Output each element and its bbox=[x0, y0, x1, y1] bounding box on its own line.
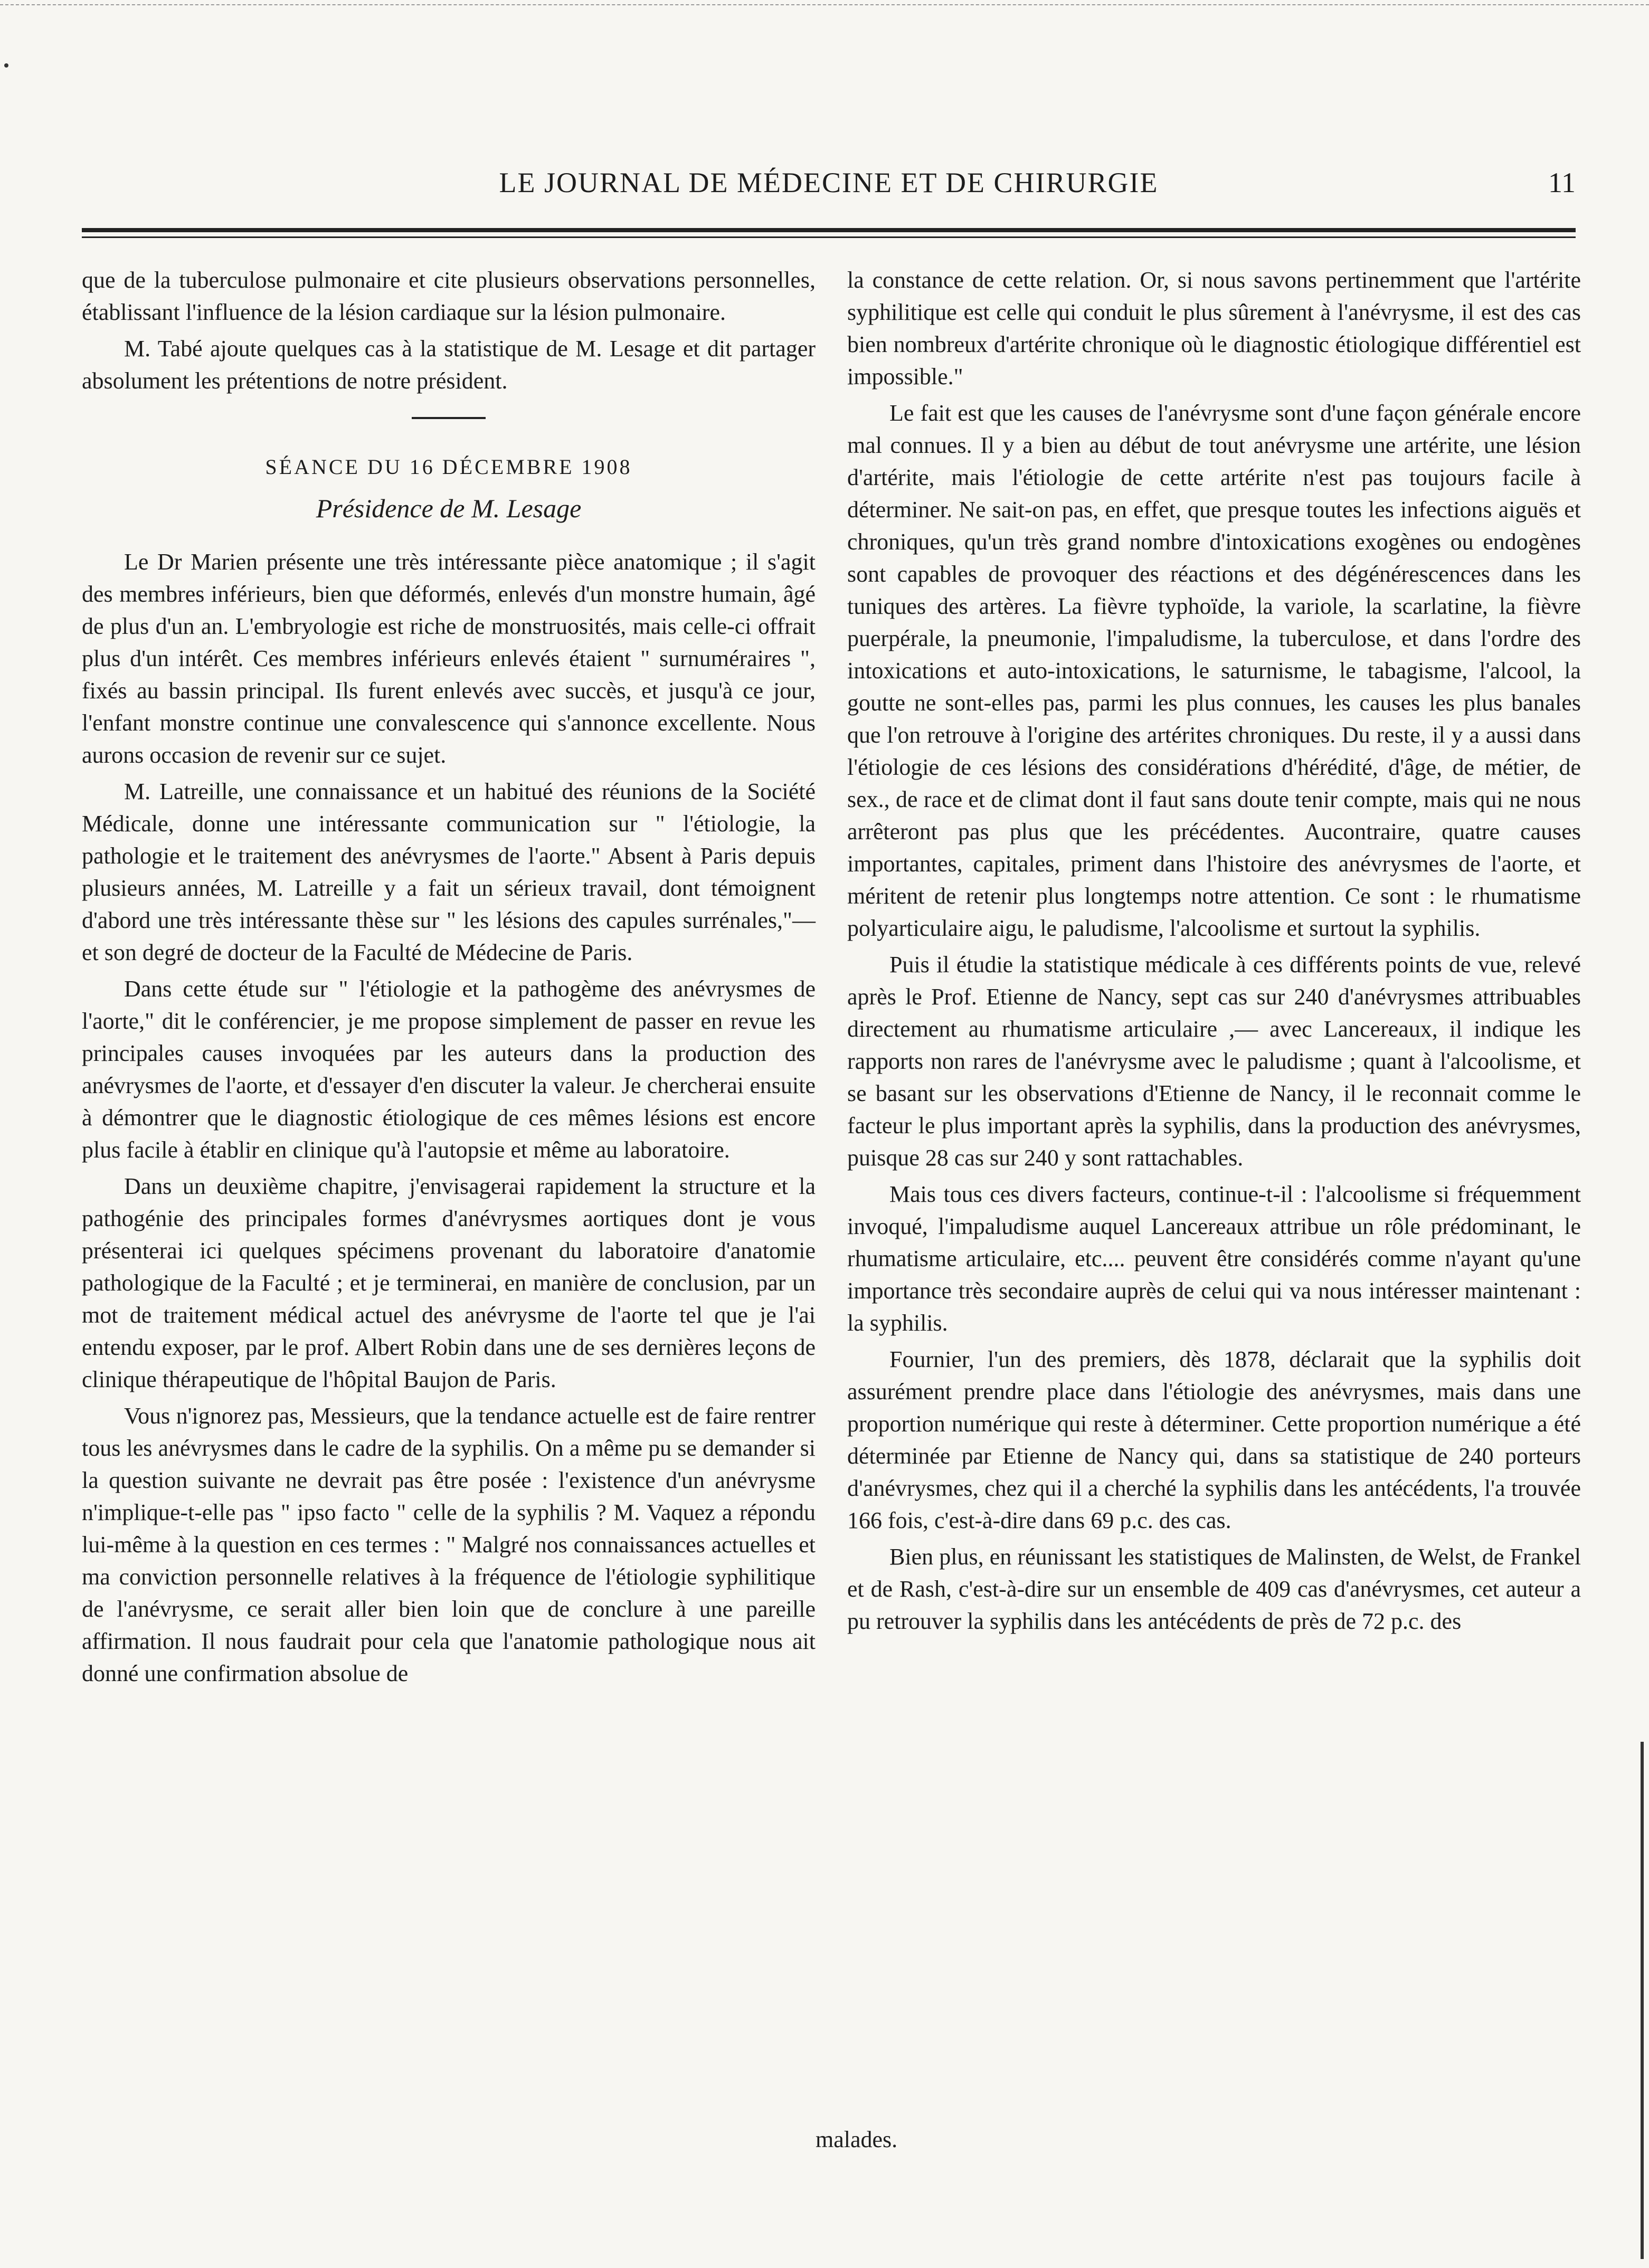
paragraph: M. Tabé ajoute quelques cas à la statistique de M. Lesage et dit partager absolument les prétentions de notre président. bbox=[82, 336, 816, 394]
paragraph: Le fait est que les causes de l'anévrysme sont d'une façon générale encore mal connues. Il y a bien au début de tout anévrysme une artérite, une lésion d'artérite, mais l'étiologie de cette artérite n'est pas toujours facile à déterminer. Ne sait-on pas, en effet, que presque toutes les infections aiguës et chroniques, qu'un très grand nombre d'intoxications exogènes ou endogènes sont capables de provoquer des réactions et des dégénérescences dans les tuniques des artères. La fièvre typhoïde, la variole, la scarlatine, la fièvre puerpérale, la pneumonie, l'impaludisme, la tuberculose, et dans l'ordre des intoxications et auto-intoxications, le saturnisme, le tabagisme, l'alcool, la goutte ne sont-elles pas, parmi les plus connues, les causes les plus banales que l'on retrouve à l'origine des artérites chroniques. Du reste, il y a aussi dans l'étiologie de ces lésions des considérations d'hérédité, d'âge, de métier, de sex., de race et de climat dont il faut sans doute tenir compte, mais qui ne nous arrêteront pas plus que les précédentes. Aucontraire, quatre causes importantes, capitales, priment dans l'histoire des anévrysmes de l'aorte, et méritent de retenir plus longtemps notre attention. Ce sont : le rhumatisme polyarticulaire aigu, le paludisme, l'alcoolisme et surtout la syphilis. bbox=[847, 400, 1581, 941]
left-column bbox=[82, 264, 816, 1694]
journal-title: LE JOURNAL DE MÉDECINE ET DE CHIRURGIE bbox=[499, 167, 1159, 198]
paragraph: Mais tous ces divers facteurs, continue-t-il : l'alcoolisme si fréquemment invoqué, l'impaludisme auquel Lancereaux attribue un rôle prédominant, le rhumatisme articulaire, etc.... peuvent être considérés comme n'ayant qu'une importance très secondaire auprès de celui qui va nous intéresser maintenant : la syphilis. bbox=[847, 1181, 1581, 1336]
header-rule-thick bbox=[82, 228, 1576, 232]
page-number: 11 bbox=[1548, 167, 1576, 198]
paragraph: Le Dr Marien présente une très intéressante pièce anatomique ; il s'agit des membres inférieurs, bien que déformés, enlevés d'un monstre humain, âgé de plus d'un an. L'embryologie est riche de monstruosités, mais celle-ci offrait plus d'un intérêt. Ces membres inférieurs enlevés étaient " surnuméraires ", fixés au bassin principal. Ils furent enlevés avec succès, et jusqu'à ce jour, l'enfant monstre continue une convalescence qui s'annonce excellente. Nous aurons occasion de revenir sur ce sujet. bbox=[82, 549, 816, 768]
section-divider bbox=[412, 417, 486, 419]
scan-edge-bar bbox=[1641, 1742, 1644, 2259]
top-edge-marks bbox=[0, 0, 1649, 5]
paragraph: Vous n'ignorez pas, Messieurs, que la tendance actuelle est de faire rentrer tous les anévrysmes dans le cadre de la syphilis. On a même pu se demander si la question suivante ne devrait pas être posée : l'existence d'un anévrysme n'implique-t-elle pas " ipso facto " celle de la syphilis ? M. Vaquez a répondu lui-même à la question en ces termes : " Malgré nos connaissances actuelles et ma conviction personnelle relatives à la fréquence de l'étiologie syphilitique de l'anévrysme, ce serait aller bien loin que de conclure à une pareille affirmation. Il nous faudrait pour cela que l'anatomie pathologique nous ait donné une confirmation absolue de bbox=[82, 1403, 816, 1686]
paragraph: Puis il étudie la statistique médicale à ces différents points de vue, relevé après le Prof. Etienne de Nancy, sept cas sur 240 d'anévrysmes attribuables directement au rhumatisme articulaire ,— avec Lancereaux, il indique les rapports non rares de l'anévrysme avec le paludisme ; quant à l'alcoolisme, et se basant sur les observations d'Etienne de Nancy, il le reconnait comme le facteur le plus important après la syphilis, dans la production des anévrysmes, puisque 28 cas sur 240 y sont rattachables. bbox=[847, 952, 1581, 1171]
paragraph: la constance de cette relation. Or, si nous savons pertinemment que l'artérite syphilitique est celle qui conduit le plus sûrement à l'anévrysme, il est des cas bien nombreux d'artérite chronique où le diagnostic étiologique différentiel est impossible." bbox=[847, 267, 1581, 390]
right-column bbox=[847, 264, 1581, 1641]
session-heading: SÉANCE DU 16 DÉCEMBRE 1908 bbox=[265, 455, 632, 479]
presidence-subheading: Présidence de M. Lesage bbox=[316, 494, 582, 523]
page-header bbox=[82, 161, 1576, 208]
closing-text: malades. bbox=[816, 2127, 898, 2152]
paragraph: Dans cette étude sur " l'étiologie et la pathogème des anévrysmes de l'aorte," dit le conférencier, je me propose simplement de passer en revue les principales causes invoquées par les auteurs dans la production des anévrysmes de l'aorte, et d'essayer d'en discuter la valeur. Je chercherai ensuite à démontrer que le diagnostic étiologique de ces mêmes lésions est encore plus facile à établir en clinique qu'à l'autopsie et même au laboratoire. bbox=[82, 976, 816, 1163]
closing-word bbox=[82, 2126, 1576, 2153]
paragraph: Fournier, l'un des premiers, dès 1878, déclarait que la syphilis doit assurément prendre place dans l'étiologie des anévrysmes, mais dans une proportion numérique qui reste à déterminer. Cette proportion numérique a été déterminée par Etienne de Nancy qui, dans sa statistique de 240 porteurs d'anévrysmes, chez qui il a cherché la syphilis dans les antécédents, l'a trouvée 166 fois, c'est-à-dire dans 69 p.c. des cas. bbox=[847, 1346, 1581, 1533]
header-rule-thin bbox=[82, 236, 1576, 238]
paragraph: Dans un deuxième chapitre, j'envisagerai rapidement la structure et la pathogénie des principales formes d'anévrysmes aortiques dont je vous présenterai ici quelques spécimens provenant du laboratoire d'anatomie pathologique de la Faculté ; et je terminerai, en manière de conclusion, par un mot de traitement médical actuel des anévrysme de l'aorte tel que je l'ai entendu exposer, par le prof. Albert Robin dans une de ses dernières leçons de clinique thérapeutique de l'hôpital Baujon de Paris. bbox=[82, 1173, 816, 1392]
paragraph: M. Latreille, une connaissance et un habitué des réunions de la Société Médicale, donne une intéressante communication sur " l'étiologie, la pathologie et le traitement des anévrysmes de l'aorte." Absent à Paris depuis plusieurs années, M. Latreille y a fait un sérieux travail, dont témoignent d'abord une très intéressante thèse sur " les lésions des capules surrénales,"— et son degré de docteur de la Faculté de Médecine de Paris. bbox=[82, 779, 816, 965]
paragraph: Bien plus, en réunissant les statistiques de Malinsten, de Welst, de Frankel et de Rash, c'est-à-dire sur un ensemble de 409 cas d'anévrysmes, cet auteur a pu retrouver la syphilis dans les antécédents de près de 72 p.c. des bbox=[847, 1544, 1581, 1634]
margin-speck bbox=[4, 63, 8, 68]
paragraph: que de la tuberculose pulmonaire et cite plusieurs observations personnelles, établissant l'influence de la lésion cardiaque sur la lésion pulmonaire. bbox=[82, 267, 816, 325]
